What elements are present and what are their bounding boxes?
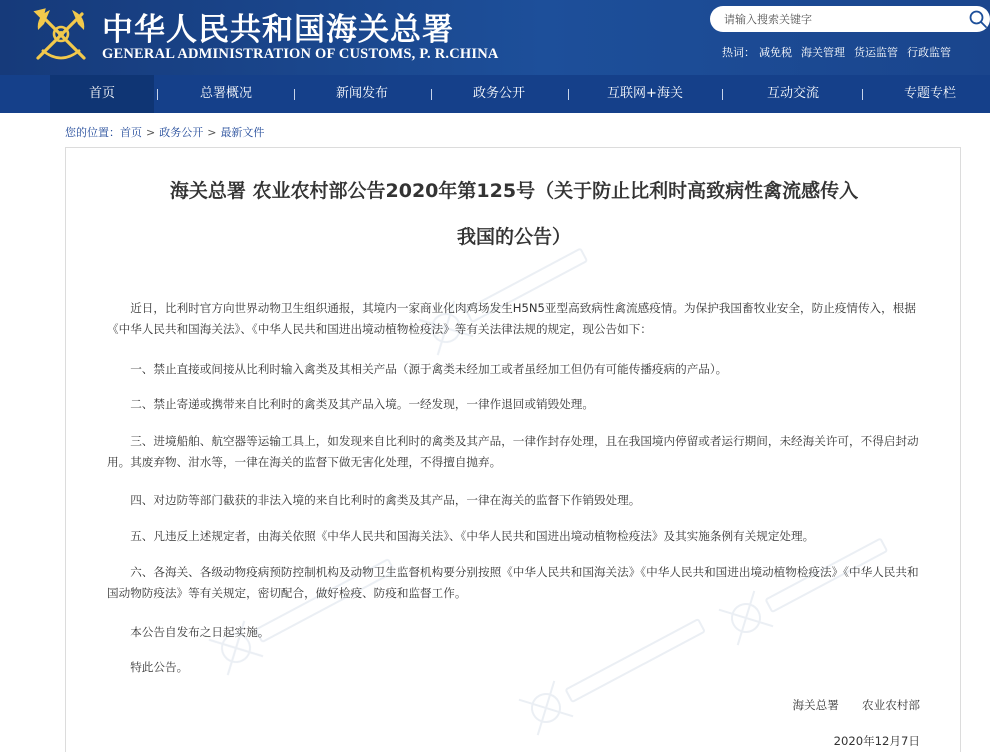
nav-divider [722, 89, 723, 100]
nav-government-affairs[interactable]: 政务公开 [472, 86, 525, 101]
nav-special-topics[interactable]: 专题专栏 [903, 86, 956, 101]
article-signature: 海关总署 农业农村部 [792, 698, 920, 712]
nav-home[interactable]: 首页 [50, 75, 154, 113]
hot-words [722, 44, 960, 60]
nav-overview[interactable]: 总署概况 [199, 86, 252, 101]
article-paragraph: 二、禁止寄递或携带来自比利时的禽类及其产品入境。一经发现，一律作退回或销毁处理。 [130, 397, 594, 411]
article-paragraph: 本公告自发布之日起实施。 [130, 625, 270, 639]
main-nav [0, 75, 990, 113]
nav-news[interactable]: 新闻发布 [335, 86, 388, 101]
article-paragraph: 三、进境船舶、航空器等运输工具上，如发现来自比利时的禽类及其产品，一律作封存处理，且在我国境内停留或者运行期间，未经海关许可，不得启封动用。其废弃物、泔水等，一律在海关的监督下做无害化处理，不得擅自抛弃。 [107, 434, 919, 469]
article-paragraph: 四、对边防等部门截获的非法入境的来自比利时的禽类及其产品，一律在海关的监督下作销毁处理。 [130, 493, 641, 507]
article-paragraph: 六、各海关、各级动物疫病预防控制机构及动物卫生监督机构要分别按照《中华人民共和国海关法》《中华人民共和国进出境动植物检疫法》《中华人民共和国动物防疫法》等有关规定，密切配合，做好检疫、防疫和监督工作。 [107, 565, 919, 600]
hot-word-freight-supervision[interactable]: 货运监管 [854, 46, 898, 59]
breadcrumb-home[interactable]: 首页 [120, 126, 142, 139]
breadcrumb [65, 124, 264, 140]
hot-word-customs-management[interactable]: 海关管理 [801, 46, 845, 59]
site-title-en: GENERAL ADMINISTRATION OF CUSTOMS, P. R.CHINA [102, 46, 499, 62]
breadcrumb-separator: > [146, 126, 156, 139]
breadcrumb-separator: > [207, 126, 217, 139]
article-paragraph: 特此公告。 [130, 660, 189, 674]
hot-word-admin-supervision[interactable]: 行政监管 [907, 46, 951, 59]
nav-interaction[interactable]: 互动交流 [766, 86, 819, 101]
article-date: 2020年12月7日 [833, 734, 920, 748]
customs-emblem-icon[interactable] [28, 4, 94, 70]
nav-internet-plus-customs[interactable]: 互联网+海关 [607, 86, 683, 101]
breadcrumb-label: 您的位置： [65, 126, 120, 139]
nav-divider [294, 89, 295, 100]
site-header [0, 0, 990, 75]
article-title-line-1: 海关总署 农业农村部公告2020年第125号（关于防止比利时高致病性禽流感传入 [169, 180, 859, 202]
hot-word-tax-exemption[interactable]: 减免税 [759, 46, 792, 59]
article-paragraph: 近日，比利时官方向世界动物卫生组织通报，其境内一家商业化肉鸡场发生H5N5亚型高致病性禽流感疫情。为保护我国畜牧业安全，防止疫情传入，根据《中华人民共和国海关法》、《中华人民共和国进出境动植物检疫法》等有关法律法规的规定，现公告如下： [107, 301, 916, 336]
hot-words-label: 热词： [722, 46, 755, 59]
nav-divider [568, 89, 569, 100]
nav-divider [862, 89, 863, 100]
search-input[interactable] [724, 9, 954, 29]
article-title [66, 168, 961, 260]
article-panel [65, 147, 961, 752]
article-paragraph: 一、禁止直接或间接从比利时输入禽类及其相关产品（源于禽类未经加工或者虽经加工但仍有可能传播疫病的产品）。 [130, 362, 728, 376]
site-title-cn: 中华人民共和国海关总署 [102, 12, 454, 48]
article-paragraph: 五、凡违反上述规定者，由海关依照《中华人民共和国海关法》、《中华人民共和国进出境动植物检疫法》及其实施条例有关规定处理。 [130, 529, 815, 543]
article-title-line-2: 我国的公告） [456, 226, 571, 248]
breadcrumb-latest-documents[interactable]: 最新文件 [220, 126, 265, 139]
nav-divider [431, 89, 432, 100]
breadcrumb-government-affairs[interactable]: 政务公开 [159, 126, 204, 139]
nav-divider [157, 89, 158, 100]
search-icon[interactable] [968, 9, 988, 29]
search-box [710, 6, 990, 32]
